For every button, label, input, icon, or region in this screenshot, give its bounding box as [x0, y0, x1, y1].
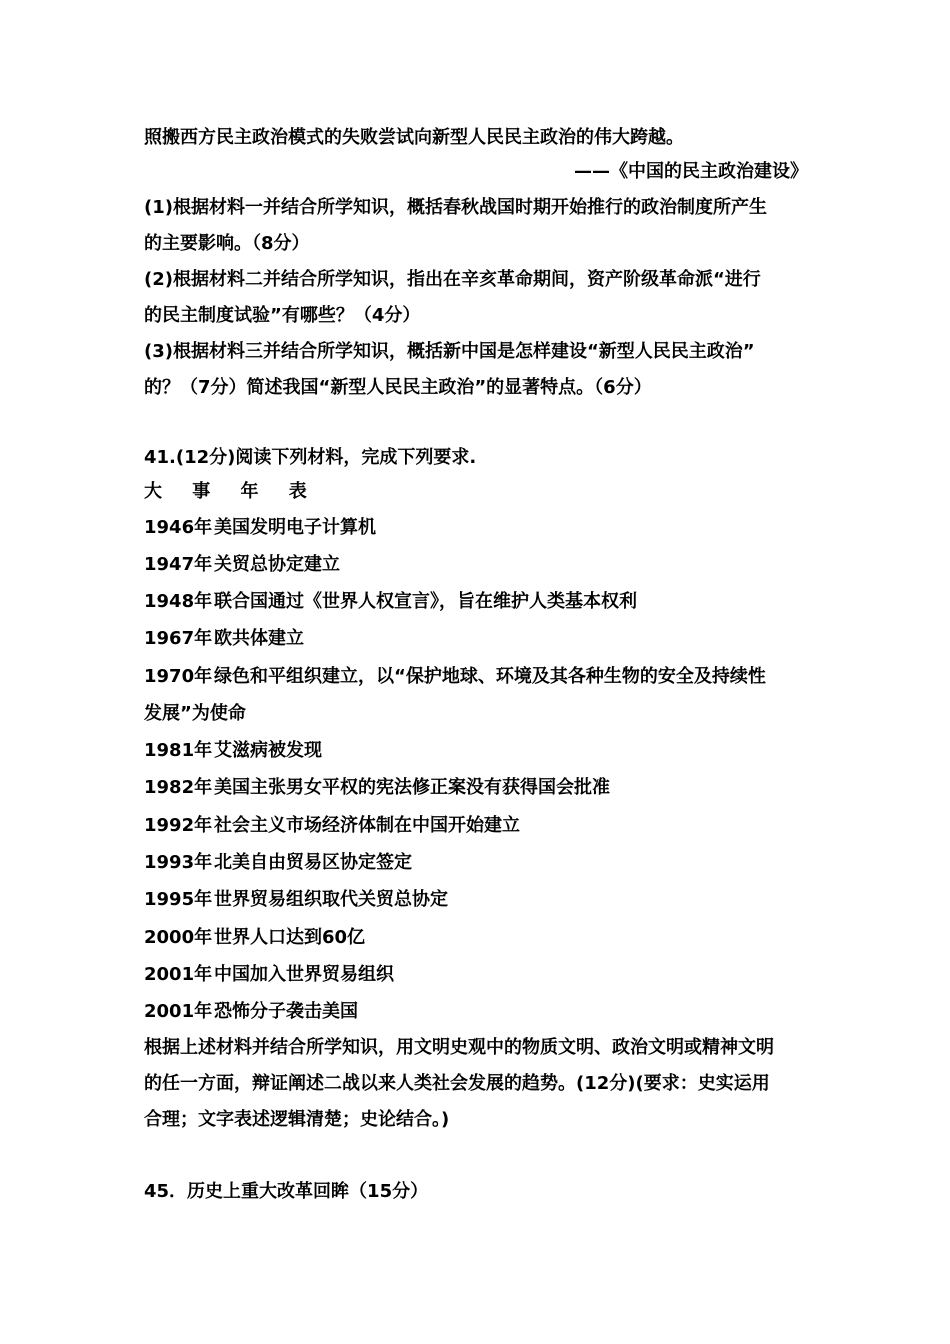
question-2-line-2: 的民主制度试验”有哪些？（4分）: [144, 305, 421, 326]
event-row: [144, 776, 610, 800]
event-row: [144, 963, 394, 987]
event-year: 1995年: [144, 889, 213, 910]
material3-tail: 照搬西方民主政治模式的失败尝试向新型人民民主政治的伟大跨越。: [144, 127, 684, 148]
event-row: [144, 590, 637, 614]
event-row: [144, 926, 365, 950]
question-41-requirement-line-3: 合理；文字表述逻辑清楚；史论结合。): [144, 1109, 450, 1130]
event-year: 2001年: [144, 964, 213, 985]
event-text: 美国发明电子计算机: [214, 517, 376, 538]
question-3-line-2: 的？（7分）简述我国“新型人民民主政治”的显著特点。（6分）: [144, 377, 652, 398]
question-45-title: 45．历史上重大改革回眸（15分）: [144, 1181, 429, 1202]
question-1-line-1: (1)根据材料一并结合所学知识，概括春秋战国时期开始推行的政治制度所产生: [144, 197, 767, 218]
question-41-requirement-line-1: 根据上述材料并结合所学知识，用文明史观中的物质文明、政治文明或精神文明: [144, 1037, 774, 1058]
event-year: 1967年: [144, 628, 213, 649]
event-row: [144, 851, 412, 875]
question-41-requirement-line-2: 的任一方面，辩证阐述二战以来人类社会发展的趋势。(12分)(要求：史实运用: [144, 1073, 770, 1094]
event-text: 恐怖分子袭击美国: [214, 1001, 358, 1022]
event-text: 世界人口达到60亿: [214, 927, 366, 948]
event-text: 世界贸易组织取代关贸总协定: [214, 889, 448, 910]
event-row: [144, 888, 448, 912]
question-1-line-2: 的主要影响。（8分）: [144, 233, 310, 254]
event-year: 1970年: [144, 666, 213, 687]
material3-source: ——《中国的民主政治建设》: [574, 161, 808, 182]
event-row: [144, 627, 304, 651]
event-table-heading: 大 事 年 表: [144, 481, 319, 502]
event-text: 北美自由贸易区协定签定: [214, 852, 412, 873]
event-year: 2001年: [144, 1001, 213, 1022]
event-text: 欧共体建立: [214, 628, 304, 649]
event-text: 社会主义市场经济体制在中国开始建立: [214, 815, 520, 836]
event-year: 1948年: [144, 591, 213, 612]
event-text: 关贸总协定建立: [214, 554, 340, 575]
event-row: [144, 553, 340, 577]
event-row: [144, 739, 322, 763]
event-year: 1981年: [144, 740, 213, 761]
event-text: 联合国通过《世界人权宣言》，旨在维护人类基本权利: [214, 591, 637, 612]
event-year: 1946年: [144, 517, 213, 538]
event-row-continued: [144, 702, 246, 726]
event-text: 美国主张男女平权的宪法修正案没有获得国会批准: [214, 777, 610, 798]
event-year: 2000年: [144, 927, 213, 948]
event-row: [144, 665, 766, 689]
question-41-title: 41.(12分)阅读下列材料，完成下列要求.: [144, 447, 477, 468]
question-2-line-1: (2)根据材料二并结合所学知识，指出在辛亥革命期间，资产阶级革命派“进行: [144, 269, 761, 290]
event-year: 1947年: [144, 554, 213, 575]
event-text: 艾滋病被发现: [214, 740, 322, 761]
event-text: 绿色和平组织建立，以“保护地球、环境及其各种生物的安全及持续性: [214, 666, 766, 687]
event-year: 1993年: [144, 852, 213, 873]
question-3-line-1: (3)根据材料三并结合所学知识，概括新中国是怎样建设“新型人民民主政治”: [144, 341, 755, 362]
event-text: 发展”为使命: [144, 703, 246, 724]
event-row: [144, 516, 376, 540]
event-text: 中国加入世界贸易组织: [214, 964, 394, 985]
event-year: 1992年: [144, 815, 213, 836]
event-row: [144, 1000, 358, 1024]
event-year: 1982年: [144, 777, 213, 798]
event-row: [144, 814, 520, 838]
